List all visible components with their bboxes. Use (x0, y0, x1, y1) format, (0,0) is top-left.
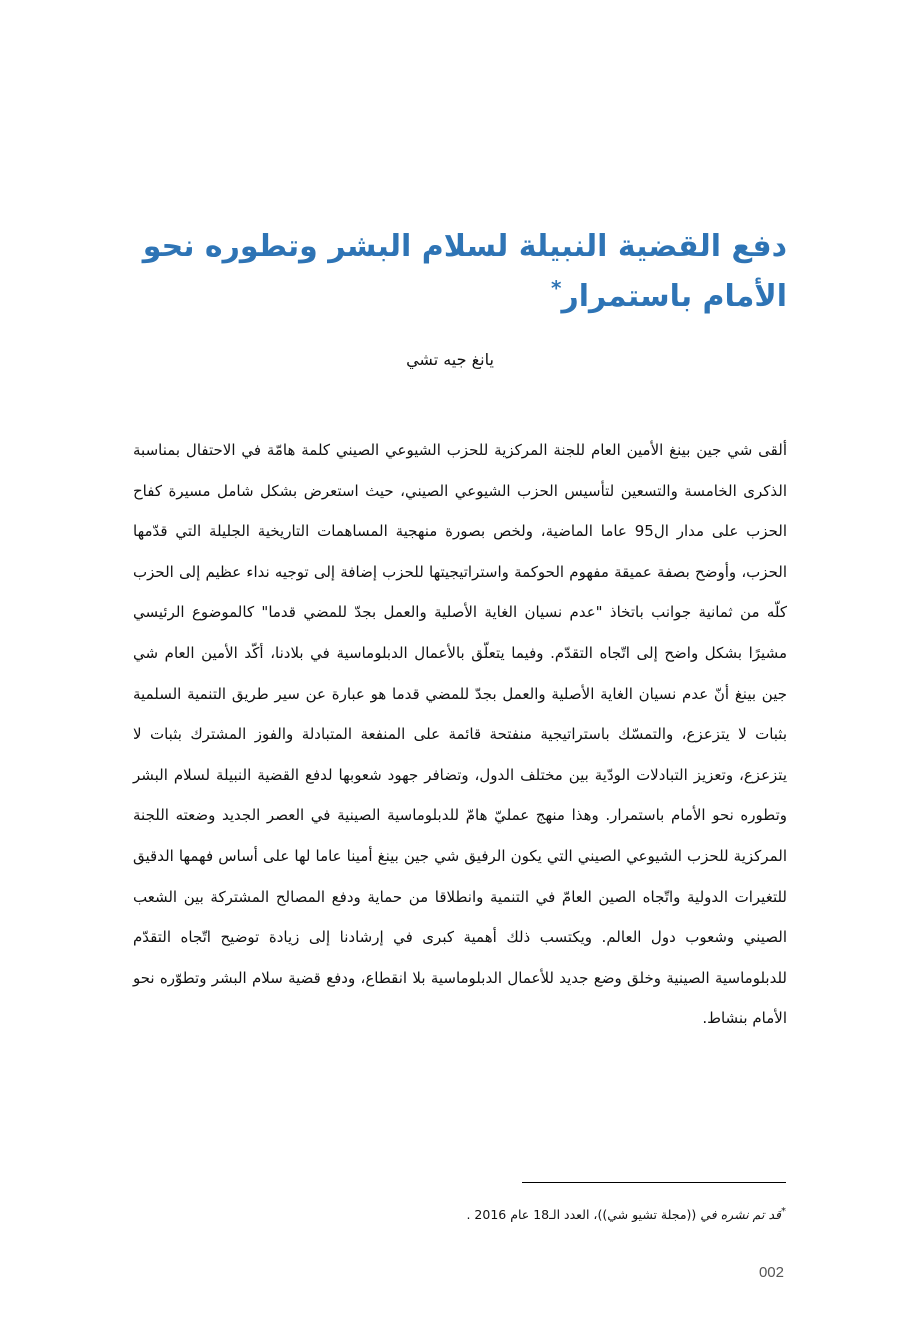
footnote-marker: * (781, 1206, 786, 1217)
article-author: يانغ جيه تشي (406, 350, 494, 369)
article-title (127, 222, 787, 322)
footnote-source: ((مجلة تشيو شي)) (597, 1207, 697, 1223)
page-number: 002 (758, 1264, 784, 1281)
article-title-text: دفع القضية النبيلة لسلام البشر وتطوره نحو الأمام باستمرار (142, 229, 787, 314)
footnote-published-prefix: قد تم نشره في (700, 1207, 781, 1223)
footnote (126, 1206, 786, 1222)
article-body-paragraph: ألقى شي جين بينغ الأمين العام للجنة المركزية للحزب الشيوعي الصيني كلمة هامّة في الاحتفال بمناسبة الذكرى الخامسة والتسعين لتأسيس الحزب الشيوعي الصيني، حيث استعرض بشكل شامل مسيرة كفاح الحزب على مدار ال95 عاما الماضية، ولخص بصورة منهجية المساهمات التاريخية الجليلة التي قدّمها الحزب، وأوضح بصفة عميقة مفهوم الحوكمة واستراتيجيتها للحزب إضافة إلى توجيه نداء عظيم إلى الحزب كلّه من ثمانية جوانب باتخاذ "عدم نسيان الغاية الأصلية والعمل بجدّ للمضي قدما" كالموضوع الرئيسي مشيرًا بشكل واضح إلى اتّجاه التقدّم. وفيما يتعلّق بالأعمال الدبلوماسية في بلادنا، أكّد الأمين العام شي جين بينغ أنّ عدم نسيان الغاية الأصلية والعمل بجدّ للمضي قدما هو عبارة عن سير طريق التنمية السلمية بثبات لا يتزعزع، والتمسّك باستراتيجية منفتحة قائمة على المنفعة المتبادلة والفوز المشترك بثبات لا يتزعزع، وتعزيز التبادلات الودّية بين مختلف الدول، وتضافر جهود شعوبها لدفع القضية النبيلة لسلام البشر وتطوره نحو الأمام باستمرار. وهذا منهج عمليّ هامّ للدبلوماسية الصينية في العصر الجديد وضعته اللجنة المركزية للحزب الشيوعي الصيني التي يكون الرفيق شي جين بينغ أمينا عاما لها على أساس فهمها الدقيق للتغيرات الدولية واتّجاه الصين العامّ في التنمية وانطلاقا من حماية ودفع المصالح المشتركة بين الشعب الصيني وشعوب دول العالم. ويكتسب ذلك أهمية كبرى في إرشادنا إلى زيادة توضيح اتّجاه التقدّم للدبلوماسية الصينية وخلق وضع جديد للأعمال الدبلوماسية بلا انقطاع، ودفع قضية سلام البشر وتطوّره نحو الأمام بنشاط. (133, 441, 787, 1028)
title-footnote-marker: * (551, 276, 562, 300)
footnote-issue: ، العدد الـ18 عام 2016 . (466, 1207, 598, 1223)
footnote-separator (522, 1182, 786, 1183)
